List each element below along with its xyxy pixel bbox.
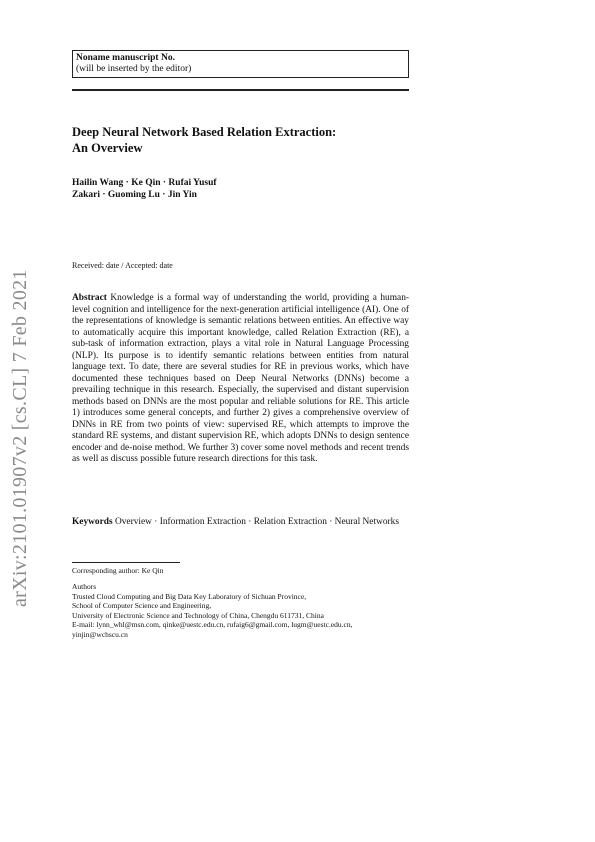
affiliation-line-1: Trusted Cloud Computing and Big Data Key Laboratory of Sichuan Province, bbox=[72, 591, 307, 601]
keywords-label: Keywords bbox=[72, 517, 113, 527]
abstract bbox=[72, 293, 409, 466]
received-accepted: Received: date / Accepted: date bbox=[72, 261, 173, 270]
email-line-2: yinjin@wchscu.cn bbox=[72, 629, 128, 639]
abstract-text: Knowledge is a formal way of understanding the world, providing a human-level cognition and intelligence for the next-generation artificial intelligence (AI). One of the representations of knowledge is semantic relations between entities. An effective way to automatically acquire this important knowledge, called Relation Extraction (RE), a sub-task of information extraction, plays a vital role in Natural Language Processing (NLP). Its purpose is to identify semantic relations between entities from natural language text. To date, there are several studies for RE in previous works, which have documented these techniques based on Deep Neural Networks (DNNs) become a prevailing technique in this research. Especially, the supervised and distant supervision methods based on DNNs are the most popular and reliable solutions for RE. This article 1) introduces some general concepts, and further 2) gives a comprehensive overview of DNNs in RE from two points of view: supervised RE, which attempts to improve the standard RE systems, and distant supervision RE, which adopts DNNs to design sentence encoder and de-noise method. We further 3) cover some novel methods and recent trends as well as discuss possible future research directions for this task. bbox=[72, 293, 410, 464]
keywords-text: Overview · Information Extraction · Relation Extraction · Neural Networks bbox=[114, 517, 399, 527]
header-rule bbox=[72, 89, 409, 91]
abstract-label: Abstract bbox=[72, 293, 107, 303]
affiliation-line-3: University of Electronic Science and Technology of China, Chengdu 611731, China bbox=[72, 610, 324, 620]
manuscript-number: Noname manuscript No. bbox=[76, 53, 175, 63]
title-line-1: Deep Neural Network Based Relation Extraction: bbox=[72, 125, 337, 139]
authors-line-2: Zakari · Guoming Lu · Jin Yin bbox=[72, 190, 197, 200]
manuscript-header-box bbox=[72, 50, 409, 78]
editor-note: (will be inserted by the editor) bbox=[76, 64, 192, 74]
corresponding-author: Corresponding author: Ke Qin bbox=[72, 566, 164, 575]
footnote-authors-label: Authors bbox=[72, 582, 97, 591]
footnote-rule bbox=[72, 562, 180, 563]
keywords bbox=[72, 517, 409, 529]
arxiv-sidebar-stamp: arXiv:2101.01907v2 [cs.CL] 7 Feb 2021 bbox=[9, 269, 31, 607]
authors-line-1: Hailin Wang · Ke Qin · Rufai Yusuf bbox=[72, 178, 217, 188]
title-line-2: An Overview bbox=[72, 141, 143, 155]
email-line-1: E-mail: lynn_whl@msn.com, qinke@uestc.edu.cn, rufaig6@gmail.com, lugm@uestc.edu.cn, bbox=[72, 620, 353, 629]
affiliation-line-2: School of Computer Science and Engineering, bbox=[72, 601, 212, 610]
author-list bbox=[72, 177, 412, 201]
paper-title bbox=[72, 124, 412, 156]
